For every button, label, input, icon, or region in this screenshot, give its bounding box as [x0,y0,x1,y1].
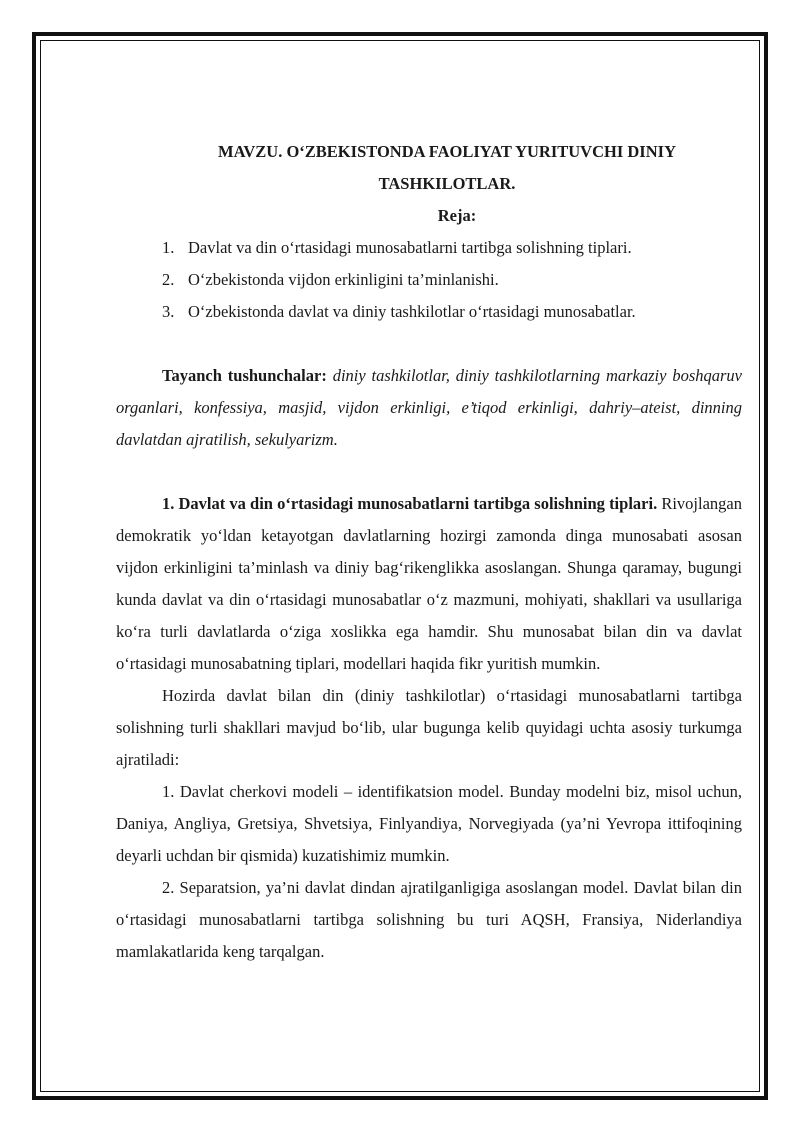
title-line-2: TASHKILOTLAR. [378,174,516,193]
keywords-label: Tayanch tushunchalar: [162,366,327,385]
document-body [116,136,742,968]
plan-item-text: O‘zbekistonda davlat va diniy tashkilotlar o‘rtasidagi munosabatlar. [188,302,636,321]
plan-item-number: 1. [162,238,175,257]
plan-heading: Reja: [437,206,477,225]
plan-item [116,232,742,264]
paragraph-2: Hozirda davlat bilan din (diniy tashkilotlar) o‘rtasidagi munosabatlarni tartibga solishning turli shakllari mavjud bo‘lib, ular bugunga kelib quyidagi uchta asosiy turkumga ajratiladi: [116,686,742,769]
section1-paragraph [116,488,742,680]
section1-text: Rivojlangan demokratik yo‘ldan ketayotgan davlatlarning hozirgi zamonda dinga munosabati asosan vijdon erkinligini ta’minlash va diniy bag‘rikenglikka asoslangan. Shunga qaramay, bugungi kunda davlat va din o‘rtasidagi munosabatlar o‘z mazmuni, mohiyati, shakllari va usullariga ko‘ra turli davlatlarda o‘ziga xoslikka ega hamdir. Shu munosabat bilan din va davlat o‘rtasidagi munosabatning tiplari, modellari haqida fikr yuritish mumkin. [116,494,742,673]
keywords-paragraph [116,360,742,456]
keywords-text: diniy tashkilotlar, diniy tashkilotlarning markaziy boshqaruv organlari, konfessiya, masjid, vijdon erkinligi, e’tiqod erkinligi, dahriy–ateist, dinning davlatdan ajratilish, sekulyarizm. [116,366,742,449]
plan-item-text: O‘zbekistonda vijdon erkinligini ta’minlanishi. [188,270,499,289]
section1-heading: 1. Davlat va din o‘rtasidagi munosabatlarni tartibga solishning tiplari. [162,494,658,513]
plan-item [116,296,742,328]
plan-item-text: Davlat va din o‘rtasidagi munosabatlarni tartibga solishning tiplari. [188,238,632,257]
plan-list [116,232,742,328]
paragraph-4: 2. Separatsion, ya’ni davlat dindan ajratilganligiga asoslangan model. Davlat bilan din o‘rtasidagi munosabatlarni tartibga solishning bu turi AQSH, Fransiya, Niderlandiya mamlakatlarida keng tarqalgan. [116,878,742,961]
plan-item-number: 3. [162,302,175,321]
title-line-1: MAVZU. O‘ZBEKISTONDA FAOLIYAT YURITUVCHI DINIY [218,142,676,161]
plan-item-number: 2. [162,270,175,289]
paragraph-3: 1. Davlat cherkovi modeli – identifikatsion model. Bunday modelni biz, misol uchun, Daniya, Angliya, Gretsiya, Shvetsiya, Finlyandiya, Norvegiyada (ya’ni Yevropa ittifoqining deyarli uchdan bir qismida) kuzatishimiz mumkin. [116,782,742,865]
plan-item [116,264,742,296]
